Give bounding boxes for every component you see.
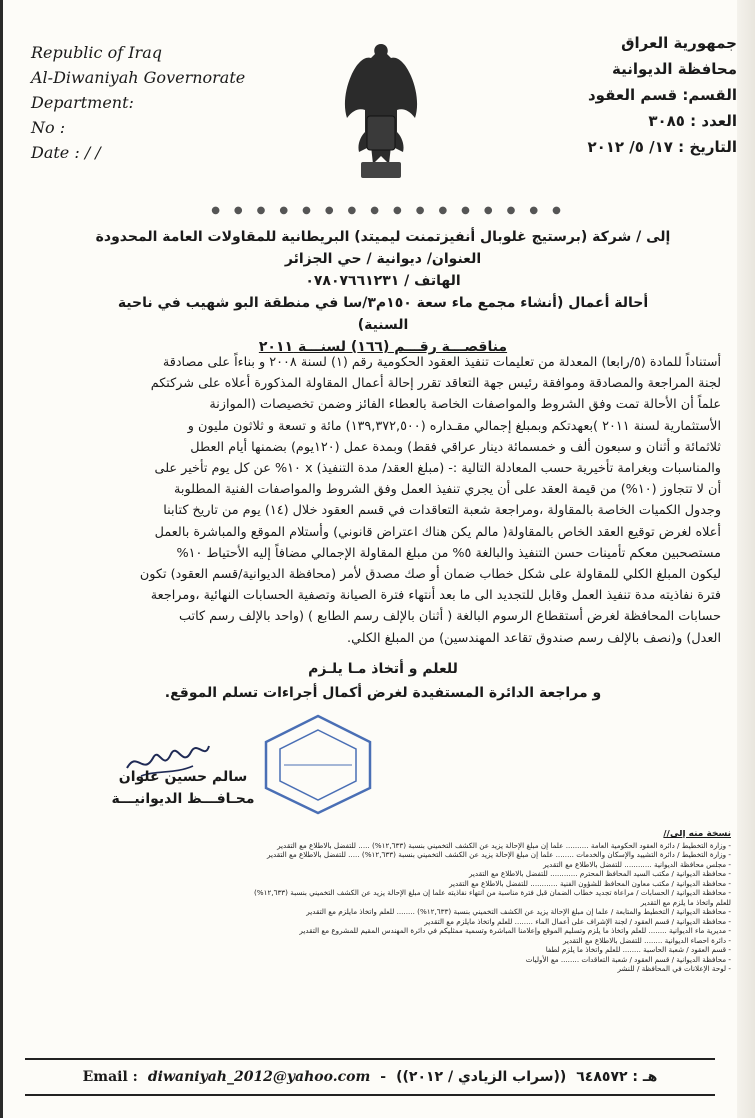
letterhead-english <box>31 40 321 165</box>
body-line: لجنة المراجعة والمصادقة وموافقة رئيس جهة التعاقد تقرر إحالة أعمال المقاولة المذكورة أعلاه على شركتكم <box>150 376 721 392</box>
body-line: علماً أن الأحالة تمت وفق الشروط والمواصفات الخاصة بالعطاء الفائز وضمن تخصيصات (الموازنة <box>209 397 721 413</box>
paper-edge <box>737 0 755 1118</box>
copy-item: للعلم واتخاذ ما يلزم مع التقدير <box>640 897 731 907</box>
copy-item: - دائرة احصاء الديوانية ........ للتفضل بالاطلاع مع التقدير <box>562 935 731 945</box>
email-address: diwaniyah_2012@yahoo.com <box>147 1069 371 1085</box>
copy-item: - وزارة التخطيط / دائرة العقود الحكومية العامة .......... علما إن مبلغ الإحالة يزيد عن الكشف التخميني بنسبة (١٢,٦٣٣%) ..... للتفضل بالاطلاع مع التقدير <box>277 840 731 850</box>
copy-item: - مجلس محافظة الديوانية ............ للتفضل بالاطلاع مع التقدير <box>543 859 731 869</box>
copy-item: - محافظة الديوانية / التخطيط والمتابعة / علما إن مبلغ الإحالة يزيد عن الكشف التخميني بنسبة (١٢,٦٣٣%) ........ للعلم واتخاذ مايلزم مع التقدير <box>306 907 731 916</box>
body-line: وجدول الكميات الخاصة بالمقاولة ،ومراجعة شعبة التعاقدات في قسم العقود خلال (١٤) يوم من تاريخ كتابنا <box>163 503 721 519</box>
body-line: أستناداً للمادة (٥/رابعا) المعدلة من تعليمات تنفيذ العقود الحكومية رقم (١) لسنة ٢٠٠٨ و بناءاً على مصادقة <box>162 355 721 370</box>
section-ar: القسم: قسم العقود <box>587 86 737 104</box>
closing-block <box>153 657 613 705</box>
body-line: مستصحبين معكم تأمينات حسن التنفيذ والبالغة ٥% من مبلغ المقاولة الإجمالي مضافاً إليه الأحتياط ١٠% <box>176 545 721 561</box>
body-line: حسابات المحافظة لغرض أستقطاع الرسوم البالغة ( أثنان بالإلف رسم الطابع ) (واحد بالإلف رسم كاتب <box>178 609 721 625</box>
email-label: Email : <box>82 1069 138 1085</box>
copy-item: - محافظة الديوانية / مكتب السيد المحافظ المحترم ............ للتفضل بالاطلاع مع التقدير <box>468 869 731 878</box>
body-line: الأستثمارية لسنة ٢٠١١ )بعهدتكم وبمبلغ إجمالي مقـداره (١٣٩,٣٧٢,٥٠٠) مائة و تسعة و ثلاثون مليون و <box>187 418 721 434</box>
recipient-line: إلى / شركة (برستيج غلوبال أنفيزتمنت ليميتد) البريطانية للمقاولات العامة المحدودة <box>95 229 671 245</box>
republic-en: Republic of Iraq <box>31 43 162 62</box>
copy-item: - مديرية ماء الديوانية ........ للعلم واتخاذ ما يلزم وتسليم الموقع وإعلامنا المباشرة وتسمية ممثليكم في دائرة المهندس المقيم للمشروع مع التقدير <box>299 926 731 935</box>
copy-item: - وزارة التخطيط / دائرة التشييد والإسكان والخدمات ........ علما إن مبلغ الإحالة يزيد عن الكشف التخميني بنسبة (١٢,٦٣٣%) ..... للتفضل بالاطلاع مع التقدير <box>267 850 731 859</box>
phone-line: الهاتف / ٠٧٨٠٧٦٦١٢٣١ <box>305 273 461 289</box>
typist-note: ((سراب الزيادي / ٢٠١٢)) <box>396 1069 567 1085</box>
signer-name: سالم حسين علوان <box>118 769 248 785</box>
addressee-block <box>93 226 673 358</box>
body-line: أن لا تتجاوز (١٠%) من قيمة العقد على أن يجري تنفيذ العمل وفق الشروط والمواصفات الفنية المطلوبة <box>174 482 721 498</box>
separator-dots: ●●●●●●●●●●●●●●●● <box>211 205 575 216</box>
republic-ar: جمهورية العراق <box>621 34 737 52</box>
closing-line-1: للعلم و أتخاذ مـا يلـزم <box>308 661 458 677</box>
footer-phone: هـ : ٦٤٨٥٧٢ <box>576 1069 658 1085</box>
body-line: فترة نفاذيته مدة تنفيذ العمل وقابل للتجديد الى ما بعد أنتهاء فترة الصيانة وتصفية الحسابات النهائية ،ومراجعة <box>150 588 721 604</box>
letterhead-arabic <box>507 30 737 160</box>
copy-item: - قسم العقود / شعبة الحاسبة ........ للعلم واتخاذ ما يلزم لطفا <box>545 945 731 954</box>
signer-title: محـافـــظ الديوانيـــة <box>111 791 255 807</box>
official-stamp-icon <box>258 712 378 817</box>
number-ar: العدد : ٣٠٨٥ <box>648 112 737 130</box>
body-line: أعلاه لغرض توقيع العقد الخاص بالمقاولة( مالم يكن هناك اعتراض قانوني) وأستلام الموقع والمباشرة بالعمل <box>154 524 721 540</box>
governorate-ar: محافظة الديوانية <box>612 60 737 78</box>
footer-bar <box>25 1058 715 1096</box>
footer-separator: - <box>380 1069 387 1085</box>
date-ar: التاريخ : ١٧/ ٥/ ٢٠١٢ <box>587 138 737 156</box>
date-en: Date : / / <box>31 143 101 162</box>
closing-line-2: و مراجعة الدائرة المستفيدة لغرض أكمال أجراءات تسلم الموقع. <box>164 685 602 701</box>
copy-item: - لوحة الإعلانات في المحافظة / للنشر <box>617 964 731 973</box>
tender-line: مناقصـــة رقـــم (١٦٦) لسنـــة ٢٠١١ <box>258 339 508 355</box>
body-line: ثلاثمائة و أثنان و سبعون ألف و خمسمائة دينار عراقي فقط) وبمدة عمل (١٢٠يوم) بضمنها أيام العطل <box>190 439 721 455</box>
governorate-en: Al-Diwaniyah Governorate <box>31 68 246 87</box>
copy-item: - محافظة الديوانية / مكتب معاون المحافظ للشؤون الفنية ............ للتفضل بالاطلاع مع التقدير <box>449 878 731 888</box>
body-line: ليكون المبلغ الكلي للمقاولة على شكل خطاب ضمان أو صك مصدق لأمر (محافظة الديوانية/قسم العقود) تكون <box>139 567 721 583</box>
letter-body <box>21 352 721 649</box>
subject-line: أحالة أعمال (أنشاء مجمع ماء سعة ١٥٠م٣/سا في منطقة البو شهيب في ناحية السنية) <box>117 295 649 333</box>
copies-list <box>25 830 731 974</box>
copy-item: - محافظة الديوانية / الحسابات / مراعاة تجديد خطاب الضمان قبل فترة مناسبة من انتهاء نفاذيته علما إن مبلغ الإحالة يزيد عن الكشف التخميني بنسبة (١٢,٦٣٣%) <box>253 888 731 897</box>
signer-block <box>98 766 268 810</box>
copy-item: - محافظة الديوانية / قسم العقود / شعبة التعاقدات ........ مع الأوليات <box>525 954 731 964</box>
department-en: Department: <box>31 93 134 112</box>
body-line: والمناسبات وبغرامة تأخيرية حسب المعادلة التالية :- (مبلغ العقد/ مدة التنفيذ) x ١٠% عن كل يوم تأخير على <box>154 461 721 477</box>
number-en: No : <box>31 118 66 137</box>
address-line: العنوان/ ديوانية / حي الجزائر <box>284 251 482 267</box>
body-line: العدل) و(نصف بالإلف رسم صندوق تقاعد المهندسين) من المبلغ الكلي. <box>347 630 721 646</box>
copy-item: - محافظة الديوانية / قسم العقود / لجنة الإشراف على أعمال الماء ........ للعلم واتخاذ مايلزم مع التقدير <box>424 916 731 926</box>
eagle-emblem-icon <box>331 36 431 186</box>
copies-title: نسخة منه إلى// <box>663 830 731 839</box>
